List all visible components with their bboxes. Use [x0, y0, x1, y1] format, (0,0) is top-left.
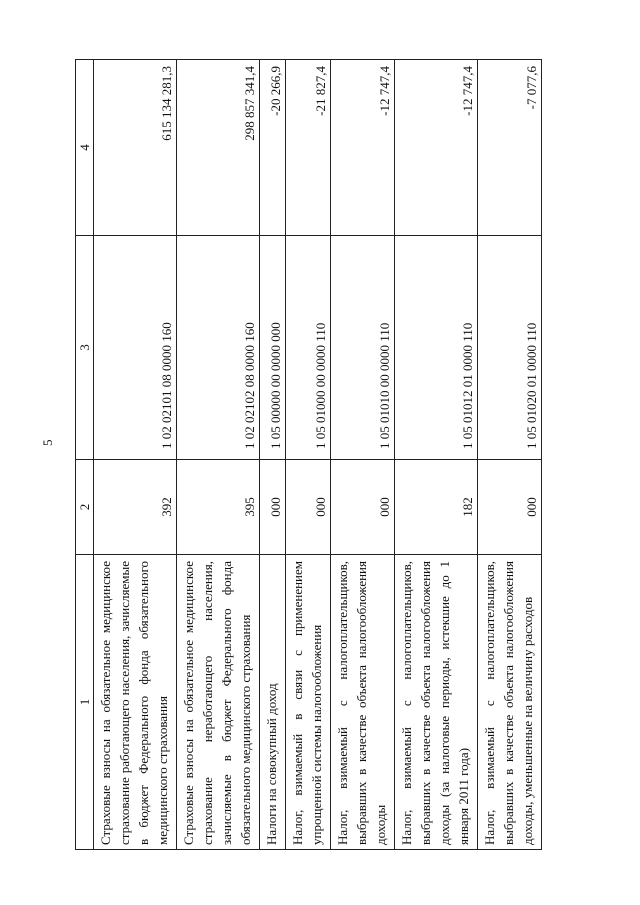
budget-classification-code: 1 02 02101 08 0000 160 — [94, 236, 177, 460]
administrator-code: 395 — [177, 460, 260, 555]
table-row — [286, 60, 331, 850]
revenue-name: Налог, взимаемый в связи с применением упрощенной системы налогообложения — [286, 555, 331, 850]
amount: -21 827,4 — [286, 60, 331, 236]
budget-classification-code: 1 02 02102 08 0000 160 — [177, 236, 260, 460]
page-number: 5 — [40, 439, 55, 446]
administrator-code: 182 — [395, 460, 478, 555]
table-row — [478, 60, 542, 850]
administrator-code: 000 — [331, 460, 395, 555]
budget-revenue-table — [75, 59, 542, 850]
administrator-code: 392 — [94, 460, 177, 555]
administrator-code: 000 — [260, 460, 286, 555]
amount: 615 134 281,3 — [94, 60, 177, 236]
table-row — [331, 60, 395, 850]
administrator-code: 000 — [286, 460, 331, 555]
table-row — [260, 60, 286, 850]
budget-classification-code: 1 05 01000 00 0000 110 — [286, 236, 331, 460]
column-header-2: 2 — [76, 460, 94, 555]
revenue-name: Страховые взносы на обязательное медицинское страхование неработающего населения, зачисляемые в бюджет Федерального фонда обязательного медицинского страхования — [177, 555, 260, 850]
budget-classification-code: 1 05 01020 01 0000 110 — [478, 236, 542, 460]
budget-classification-code: 1 05 01010 00 0000 110 — [331, 236, 395, 460]
column-header-1: 1 — [76, 555, 94, 850]
amount: 298 857 341,4 — [177, 60, 260, 236]
table-row — [395, 60, 478, 850]
amount: -12 747,4 — [395, 60, 478, 236]
budget-classification-code: 1 05 01012 01 0000 110 — [395, 236, 478, 460]
table-row — [94, 60, 177, 850]
revenue-name: Налоги на совокупный доход — [260, 555, 286, 850]
revenue-name: Налог, взимаемый с налогоплательщиков, выбравших в качестве объекта налогообложения доходы, уменьшенные на величину расходов — [478, 555, 542, 850]
table-row — [177, 60, 260, 850]
budget-classification-code: 1 05 00000 00 0000 000 — [260, 236, 286, 460]
column-number-row — [76, 60, 94, 850]
rotated-page-content — [75, 60, 625, 850]
revenue-name: Страховые взносы на обязательное медицинское страхование работающего населения, зачисляемые в бюджет Федерального фонда обязательного медицинского страхования — [94, 555, 177, 850]
column-header-4: 4 — [76, 60, 94, 236]
revenue-name: Налог, взимаемый с налогоплательщиков, выбравших в качестве объекта налогообложения доходы — [331, 555, 395, 850]
administrator-code: 000 — [478, 460, 542, 555]
amount: -20 266,9 — [260, 60, 286, 236]
revenue-name: Налог, взимаемый с налогоплательщиков, выбравших в качестве объекта налогообложения доходы (за налоговые периоды, истекшие до 1 января 2011 года) — [395, 555, 478, 850]
column-header-3: 3 — [76, 236, 94, 460]
amount: -12 747,4 — [331, 60, 395, 236]
amount: -7 077,6 — [478, 60, 542, 236]
